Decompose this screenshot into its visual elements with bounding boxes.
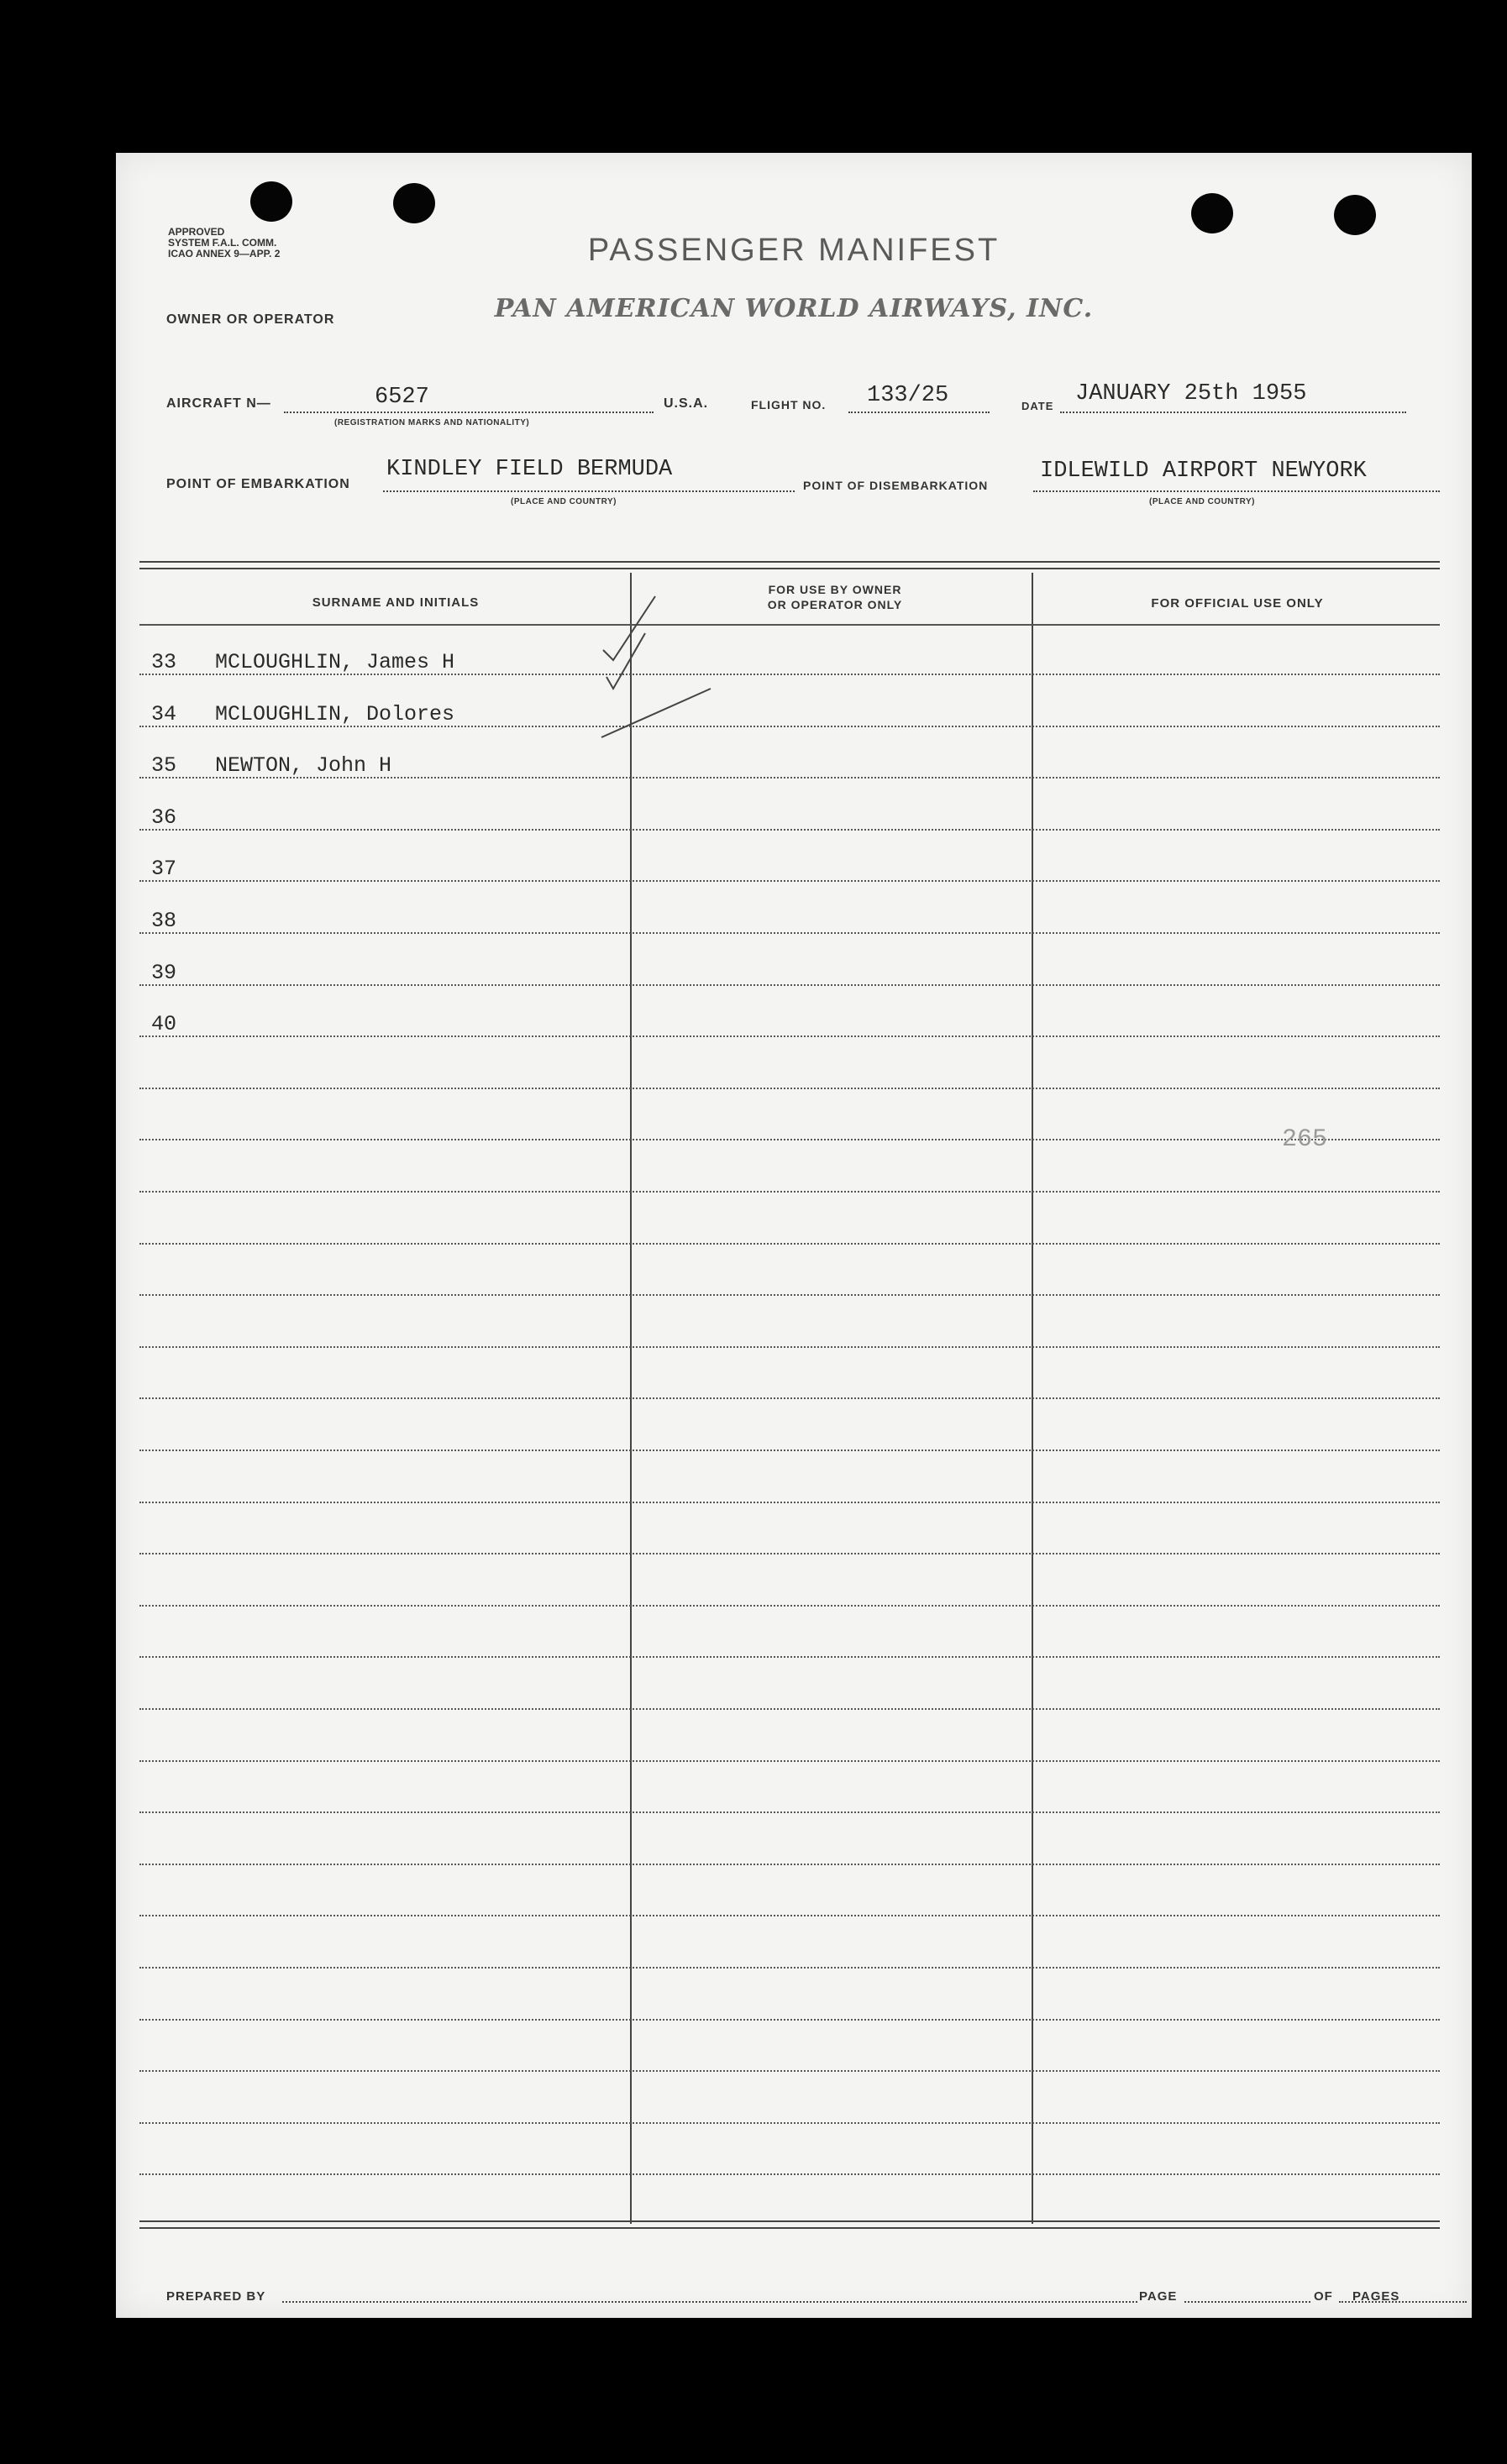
row-line [139, 1708, 1440, 1710]
col-header-official: FOR OFFICIAL USE ONLY [1151, 596, 1324, 611]
row-line [139, 1605, 1440, 1607]
embark-place-caption: (PLACE AND COUNTRY) [511, 497, 617, 506]
approval-line: ICAO ANNEX 9—APP. 2 [168, 248, 281, 260]
of-label: OF [1314, 2289, 1333, 2304]
row-number: 35 [151, 753, 177, 778]
row-line [139, 1760, 1440, 1762]
row-line [139, 984, 1440, 986]
row-number: 33 [151, 650, 177, 674]
check-mark [601, 689, 711, 737]
row-line [139, 2122, 1440, 2124]
disembark-value: IDLEWILD AIRPORT NEWYORK [1040, 459, 1367, 484]
table-bottom-rule [139, 2220, 1440, 2229]
row-line [139, 932, 1440, 934]
row-line [139, 829, 1440, 831]
row-line [139, 1191, 1440, 1193]
passenger-name: MCLOUGHLIN, Dolores [215, 702, 455, 726]
row-line [139, 1243, 1440, 1245]
disembark-label: POINT OF DISEMBARKATION [803, 479, 989, 492]
row-line [139, 1656, 1440, 1658]
row-line [139, 1035, 1440, 1037]
row-line [139, 1397, 1440, 1399]
flight-value: 133/25 [867, 383, 949, 408]
col-header-surname: SURNAME AND INITIALS [312, 595, 480, 610]
col-header-owner-1: FOR USE BY OWNER [768, 583, 902, 596]
check-marks [595, 590, 712, 758]
row-line [139, 1139, 1440, 1140]
approval-line: APPROVED [168, 226, 225, 238]
embark-value: KINDLEY FIELD BERMUDA [386, 457, 673, 482]
airline-name: PAN AMERICAN WORLD AIRWAYS, INC. [494, 294, 1094, 323]
row-number: 39 [151, 961, 177, 985]
prepared-by-label: PREPARED BY [166, 2289, 266, 2304]
date-field-line [1060, 412, 1406, 413]
date-value: JANUARY 25th 1955 [1075, 381, 1307, 406]
flight-label: FLIGHT NO. [751, 398, 827, 412]
row-line [139, 1502, 1440, 1503]
row-line [139, 1553, 1440, 1554]
row-line [139, 880, 1440, 882]
row-line [139, 1967, 1440, 1969]
row-line [139, 1450, 1440, 1451]
aircraft-value: 6527 [375, 385, 429, 410]
official-note: 265 [1282, 1125, 1328, 1154]
row-line [139, 1294, 1440, 1296]
row-line [139, 2173, 1440, 2175]
aircraft-field-line [284, 412, 654, 413]
row-line [139, 1088, 1440, 1089]
manifest-sheet [116, 153, 1472, 2318]
pages-label: PAGES [1352, 2289, 1400, 2304]
check-mark [603, 596, 655, 660]
embark-field-line [383, 490, 795, 492]
form-title: PASSENGER MANIFEST [587, 233, 1000, 268]
flight-field-line [848, 412, 990, 413]
disembark-field-line [1033, 490, 1440, 492]
embark-label: POINT OF EMBARKATION [166, 477, 350, 491]
row-line [139, 1811, 1440, 1813]
prepared-by-line [282, 2301, 1137, 2303]
owner-label: OWNER OR OPERATOR [166, 312, 335, 327]
date-label: DATE [1021, 400, 1054, 412]
row-number: 36 [151, 805, 177, 830]
punch-hole [250, 181, 292, 222]
punch-hole [393, 183, 435, 223]
aircraft-label: AIRCRAFT N— [166, 396, 271, 411]
row-line [139, 1864, 1440, 1865]
row-line [139, 1346, 1440, 1348]
header-rule [139, 624, 1440, 626]
disembark-place-caption: (PLACE AND COUNTRY) [1149, 497, 1255, 506]
page-label: PAGE [1139, 2289, 1178, 2304]
table-top-rule [139, 561, 1440, 569]
punch-hole [1191, 193, 1233, 233]
passenger-name: NEWTON, John H [215, 753, 392, 778]
approval-line: SYSTEM F.A.L. COMM. [168, 237, 277, 249]
col-header-owner-2: OR OPERATOR ONLY [767, 598, 903, 611]
page-number-line [1184, 2301, 1310, 2303]
usa-label: U.S.A. [664, 396, 709, 411]
row-line [139, 2070, 1440, 2072]
row-number: 38 [151, 909, 177, 933]
row-line [139, 1915, 1440, 1916]
row-number: 37 [151, 857, 177, 881]
row-line [139, 2019, 1440, 2021]
passenger-name: MCLOUGHLIN, James H [215, 650, 455, 674]
registration-caption: (REGISTRATION MARKS AND NATIONALITY) [334, 418, 530, 427]
row-number: 40 [151, 1012, 177, 1036]
row-number: 34 [151, 702, 177, 726]
punch-hole [1334, 195, 1376, 235]
